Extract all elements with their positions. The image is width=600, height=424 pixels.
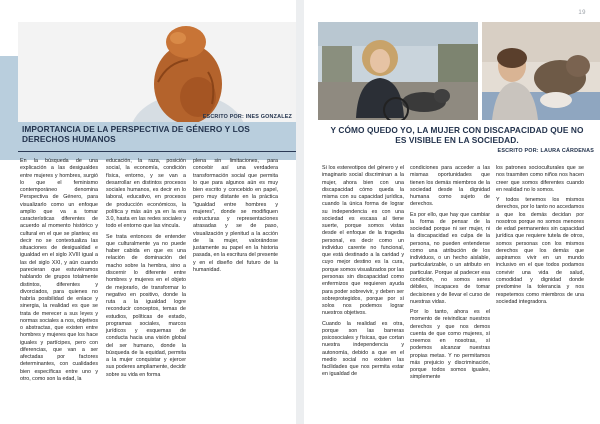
paragraph: Y todos tenemos los mismos derechos, por lo tanto no accedamos a que los demás decidan por nosotros porque no somos menores de edad permanentes sin capacidad jurídica que requiere tutela de otros, somos personas con los mismos derechos que los demás que aspiramos vivir en un mundo inclusivo en el que todos podamos convivir una vida de salud, comodidad y dignidad donde predomine la tolerancia y nos respetemos como miembros de una sociedad integradora. [496, 197, 584, 305]
page-gutter [296, 0, 304, 424]
paragraph: condiciones para acceder a las mismas oportunidades que tienen los demás miembros de la sociedad desde la dignidad humana como sujeto de derechos. [410, 165, 490, 208]
article-column-1 [322, 165, 404, 382]
page-number: 19 [578, 10, 586, 16]
paragraph: educación, la raza, posición social, la economía, condición física, entorno, y se van a desarrollar en distintos procesos sociales humanos, es decir en lo laboral, educativo, en procesos de producción económicos, la política y más aún ya en la era 3.0, hasta en las redes sociales y todo el entorno que las vincula. [106, 158, 186, 230]
article-column-3 [496, 165, 584, 309]
paragraph: los patrones socioculturales que se nos trasmiten como niños nos hacen creer que somos diferentes cuando en realidad no lo somos. [496, 165, 584, 193]
article-byline: ESCRITO POR: LAURA CÁRDENAS [497, 148, 594, 154]
article-title: IMPORTANCIA DE LA PERSPECTIVA DE GÉNERO Y LOS DERECHOS HUMANOS [22, 124, 250, 145]
title-divider [18, 151, 296, 152]
woman-in-wheelchair-with-dog-photo-icon [318, 22, 478, 120]
paragraph: plena sin limitaciones, para concebir así una verdadera transformación social que permita lo que para algunos aún es muy bien escrito y concebido en papel, pero muy distante en la práctica "igualdad entre hombres y mujeres", donde se modifiquen estructuras y representaciones atrasadas y se de paso, visualización y plenitud a la acción de la mujer, valorándose justamente su papel en la historia pasada, en la escritura del presente y en el diseño del futuro de la humanidad. [193, 158, 278, 273]
woman-hair-bun-photo-icon [18, 22, 296, 122]
paragraph: Si los estereotipos del género y el imaginario social discriminan a la mujer, ahora bien con una discapacidad cómo queda la misma con su capacidad jurídica, cuando la única forma de lograr su independencia es con una sociedad es escasa al tiene suerte, porque somos vistas desde el enfoque de la tragedia personal, es decir como un individuo carente no funcional, que está destinado a la caridad y cuyo mejor destino es la cura, porque somos visualizados por las personas sin discapacidad como enfermizos que requieren ayuda para poder sobrevivir, y deben ser sobreprotegidos, porque por sí solos nos podemos lograr nuestros objetivos. [322, 165, 404, 317]
paragraph: Se trata entonces de entender que culturalmente ya no puede haber cabida en que es una relación de dominación del macho sobre la hembra, sino a discernir lo diferente entre hombres y mujeres en el objeto de mejorarlo, de transformar lo negativo en positivo, donde la ruta a la igualdad logre reconducir conceptos, temas de estudios, políticas de estado, programas sociales, marcos jurídicos y esquemas de conducta hacia una visión global del ser humano, donde la búsqueda de la equidad, permita a la mujer conquistar y ejercer sus poderes ampliamente, decidir sobre su vida en forma [106, 233, 186, 378]
article-column-2 [410, 165, 490, 385]
article-title: Y CÓMO QUEDO YO, LA MUJER CON DISCAPACIDAD QUE NO ES VISIBLE EN LA SOCIEDAD. [330, 125, 584, 146]
article-column-1 [20, 158, 98, 386]
paragraph: Por lo tanto, ahora es el momento de reivindicar nuestros derechos y que nos demos cuenta de que como mujeres, sí creemos en nosotras, sí podemos alcanzar nuestras propias metas. Y no permitamos más prejuicio y discriminación, porque todos somos iguales, simplemente [410, 309, 490, 381]
article-byline: ESCRITO POR: INES GONZALEZ [202, 114, 292, 120]
article-column-3 [193, 158, 278, 277]
paragraph: Es por ello, que hay que cambiar la forma de pensar de la sociedad porque ni ser mujer, ni la discapacidad es culpa de la persona, no pueden entenderse como una atribución de los individuos, o un hecho aislable, particularizable, o un atributo en particular. Porque al padecer esa condición, no somos seres débiles, incapaces de tomar decisiones y de llevar el curso de nuestras vidas. [410, 211, 490, 305]
woman-with-dog-photo-icon [482, 22, 600, 120]
right-page [304, 0, 600, 424]
article-column-2 [106, 158, 186, 382]
paragraph: Cuando la realidad es otra, porque son las barreras psicosociales y físicas, que cortan nuestra independencia y autonomía, debido a que en el medio social no existen las facilidades que nos permita estar en igualdad de [322, 320, 404, 378]
left-page [0, 0, 296, 424]
paragraph: En la búsqueda de una explicación a las desigualdes entre mujeres y hombres, surgió lo que el feminismo contemporáneo denomina Perspectiva de Género, para visualizarlo como un enfoque amplio que va a tomar características diferentes de acuerdo al momento histórico y cultural en el que se plantea; es decir no se contextualiza las situaciones de desigualdad e igualdad en el siglo XVIII igual a las del siglo XXI, y aún cuando parecieran que estuviéramos hablando de grupos totalmente distintos, diferentes y divorciados, para quienes no habría posibilidad de enlace y sinergia, la realidad es que se trata de merecer a sus leyes y normas sociales a nos, objetivos o abstractas, que existen entre hombres y mujeres que los hace iguales y partícipes, pero con diferencias, que van a ser afectadas por factores determinantes, con cualidades bien específicas entre uno y otro, como son la edad, la [20, 158, 98, 382]
